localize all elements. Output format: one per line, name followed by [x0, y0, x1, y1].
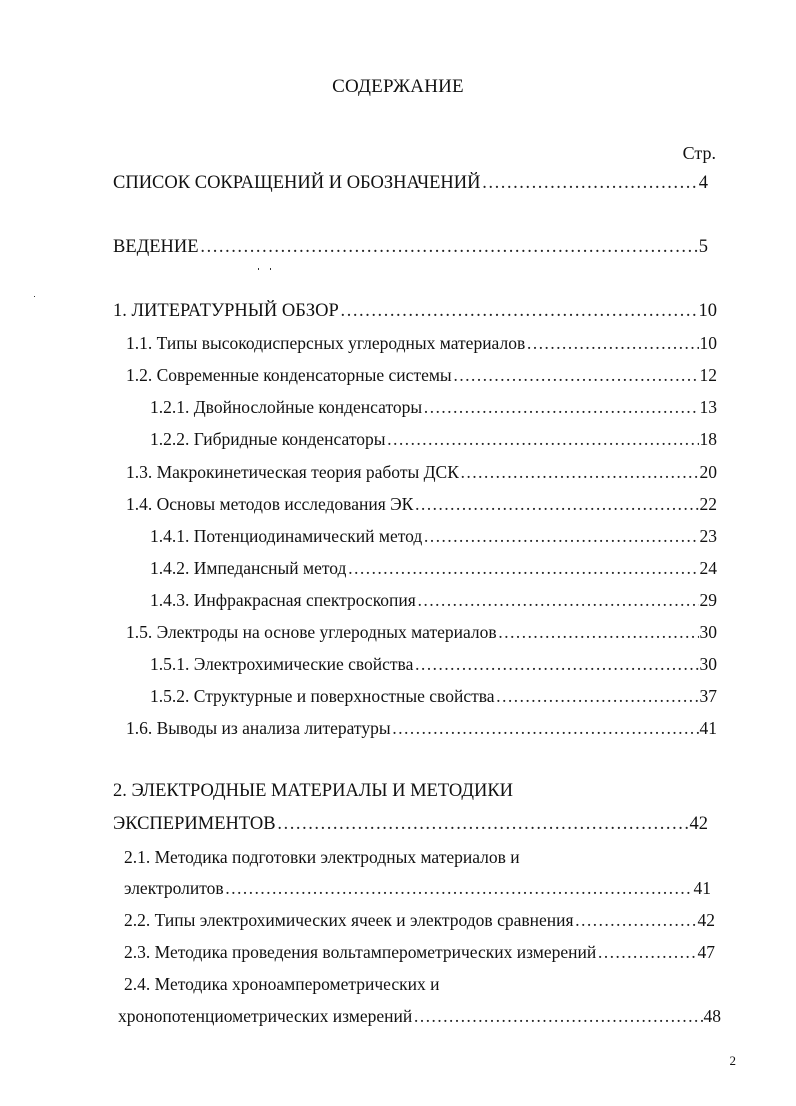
toc-entry-page: 20: [699, 462, 717, 482]
page-column-label: Стр.: [682, 143, 716, 163]
toc-entry-title: ЭКСПЕРИМЕНТОВ: [113, 814, 276, 834]
toc-entry-page: 42: [689, 814, 708, 834]
toc-entry-page: 47: [697, 942, 715, 962]
toc-entry-page: 48: [703, 1006, 721, 1026]
toc-entry-title: 1. ЛИТЕРАТУРНЫЙ ОБЗОР: [113, 301, 339, 321]
toc-leader-dots: [496, 685, 699, 707]
toc-entry-page: 12: [699, 365, 717, 385]
page-title: СОДЕРЖАНИЕ: [332, 76, 464, 97]
toc-leader-dots: [417, 589, 699, 611]
toc-entry-title: 1.5. Электроды на основе углеродных материалов: [126, 622, 497, 642]
toc-entry-title: 1.4.2. Импедансный метод: [150, 558, 347, 578]
toc-entry-page: 22: [699, 494, 717, 514]
toc-leader-dots: [423, 396, 698, 418]
toc-leader-dots: [498, 621, 699, 643]
toc-entry-1-5[interactable]: [126, 621, 717, 643]
toc-entry-title: 1.6. Выводы из анализа литературы: [126, 718, 391, 738]
toc-entry-page: 4: [698, 173, 708, 193]
toc-entry-title: 1.3. Макрокинетическая теория работы ДСК: [126, 462, 459, 482]
toc-leader-dots: [597, 941, 696, 963]
toc-entry-1-6[interactable]: [126, 717, 717, 739]
toc-leader-dots: [414, 653, 698, 675]
toc-entry-title: 1.5.2. Структурные и поверхностные свойства: [150, 686, 495, 706]
toc-entry-1-4[interactable]: [126, 493, 717, 515]
toc-entry-1-5-2[interactable]: [150, 685, 717, 707]
toc-leader-dots: [340, 300, 698, 322]
toc-entry-page: 24: [699, 558, 717, 578]
toc-entry-1-4-2[interactable]: [150, 557, 717, 579]
toc-leader-dots: [453, 364, 699, 386]
toc-entry-title: 2.2. Типы электрохимических ячеек и электродов сравнения: [124, 910, 574, 930]
toc-entry-title: 1.2.1. Двойнослойные конденсаторы: [150, 397, 423, 417]
toc-entry-chapter-2[interactable]: [113, 813, 708, 835]
toc-leader-dots: [347, 557, 698, 579]
toc-entry-1-3[interactable]: [126, 461, 717, 483]
toc-entry-title: СПИСОК СОКРАЩЕНИЙ И ОБОЗНАЧЕНИЙ: [113, 173, 481, 193]
toc-entry-chapter-1[interactable]: [113, 300, 717, 322]
toc-leader-dots: [414, 493, 698, 515]
toc-entry-title: 1.4. Основы методов исследования ЭК: [126, 494, 414, 514]
toc-entry-page: 23: [699, 526, 717, 546]
toc-entry-abbreviations[interactable]: [113, 172, 708, 194]
toc-leader-dots: [200, 236, 698, 258]
toc-entry-title: 1.5.1. Электрохимические свойства: [150, 654, 414, 674]
toc-leader-dots: [482, 172, 698, 194]
toc-entry-page: 18: [699, 429, 717, 449]
scan-speck: [258, 268, 259, 270]
toc-entry-title: электролитов: [124, 878, 224, 898]
toc-leader-dots: [392, 717, 699, 739]
toc-entry-page: 10: [698, 301, 717, 321]
toc-entry-title: 1.1. Типы высокодисперсных углеродных материалов: [126, 333, 526, 353]
toc-leader-dots: [575, 909, 697, 931]
toc-entry-chapter-2-line1[interactable]: 2. ЭЛЕКТРОДНЫЕ МАТЕРИАЛЫ И МЕТОДИКИ: [113, 781, 514, 801]
toc-leader-dots: [413, 1005, 702, 1027]
toc-entry-1-2-1[interactable]: [150, 396, 717, 418]
toc-entry-page: 30: [699, 622, 717, 642]
toc-leader-dots: [526, 332, 698, 354]
toc-entry-1-4-3[interactable]: [150, 589, 717, 611]
toc-entry-page: 10: [699, 333, 717, 353]
toc-entry-2-3[interactable]: [124, 941, 715, 963]
toc-entry-1-4-1[interactable]: [150, 525, 717, 547]
toc-entry-title: 2.3. Методика проведения вольтамперометрических измерений: [124, 942, 597, 962]
toc-entry-page: 41: [699, 718, 717, 738]
toc-entry-page: 13: [699, 397, 717, 417]
scan-speck: [34, 296, 35, 297]
toc-entry-page: 41: [693, 878, 711, 898]
toc-entry-title: 1.2.2. Гибридные конденсаторы: [150, 429, 386, 449]
toc-entry-1-2-2[interactable]: [150, 428, 717, 450]
toc-entry-2-1[interactable]: [124, 877, 711, 899]
toc-entry-2-4-line1[interactable]: 2.4. Методика хроноамперометрических и: [124, 974, 440, 994]
toc-leader-dots: [423, 525, 698, 547]
toc-entry-page: 42: [697, 910, 715, 930]
toc-entry-1-2[interactable]: [126, 364, 717, 386]
toc-leader-dots: [460, 461, 699, 483]
toc-entry-page: 29: [699, 590, 717, 610]
toc-leader-dots: [387, 428, 699, 450]
toc-entry-title: 1.4.1. Потенциодинамический метод: [150, 526, 423, 546]
toc-entry-1-1[interactable]: [126, 332, 717, 354]
scan-speck: [270, 268, 271, 270]
toc-entry-title: ВЕДЕНИЕ: [113, 237, 199, 257]
page-number: 2: [729, 1053, 736, 1068]
toc-entry-introduction[interactable]: [113, 236, 708, 258]
toc-entry-2-4[interactable]: [118, 1005, 721, 1027]
toc-entry-2-2[interactable]: [124, 909, 715, 931]
toc-entry-title: 1.4.3. Инфракрасная спектроскопия: [150, 590, 416, 610]
toc-entry-2-1-line1[interactable]: 2.1. Методика подготовки электродных материалов и: [124, 847, 520, 867]
toc-leader-dots: [225, 877, 693, 899]
toc-entry-title: хронопотенциометрических измерений: [118, 1006, 413, 1026]
toc-leader-dots: [277, 813, 689, 835]
toc-entry-page: 37: [699, 686, 717, 706]
toc-entry-title: 1.2. Современные конденсаторные системы: [126, 365, 452, 385]
toc-entry-1-5-1[interactable]: [150, 653, 717, 675]
toc-entry-page: 30: [699, 654, 717, 674]
toc-entry-page: 5: [698, 237, 708, 257]
